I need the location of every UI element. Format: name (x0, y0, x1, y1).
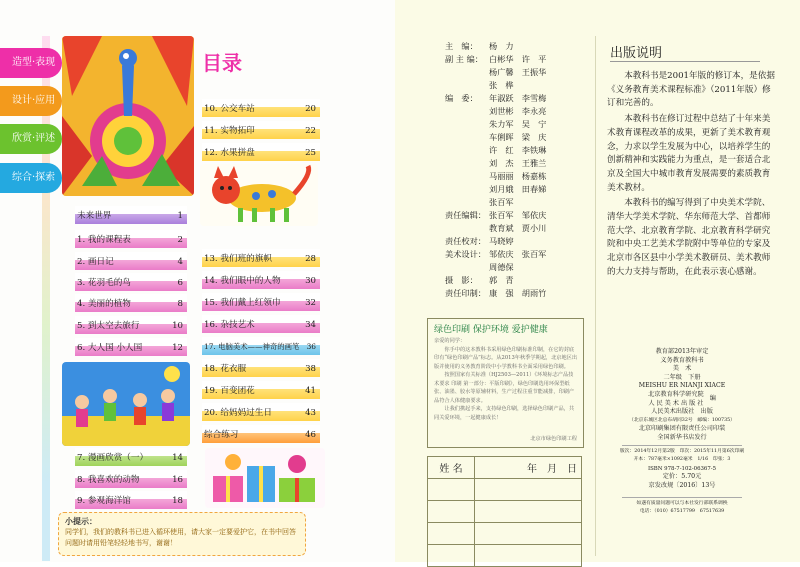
intro-paragraph: 本教科书在修订过程中总结了十年来美术教育课程改革的成果，更新了美术教育观念，力求以学生发展为中心，以培养学生的创新精神和实践能力为重点，是一套适合北京及全国大中城市教育发展需要的素质教育美术教材。 (607, 114, 771, 193)
name-cell[interactable] (428, 501, 475, 523)
pub-editor2: 人 民 美 术 出 版 社 (648, 399, 704, 407)
pub-edit-label: 编 (709, 395, 716, 403)
credit-role: 主 编： (445, 41, 478, 51)
toc-item-19[interactable]: 19. 百变团花 41 (202, 381, 320, 399)
side-tab-2: 设计·应用 (0, 86, 62, 116)
month-label: 月 (547, 464, 557, 475)
blank-cell[interactable] (475, 479, 582, 501)
name-cell[interactable] (428, 523, 475, 545)
date-cell[interactable] (475, 457, 582, 479)
toc-item-14[interactable]: 14. 我们眼中的人物 30 (202, 271, 320, 289)
credit-role: 副 主 编： (445, 54, 483, 64)
toc-item-20[interactable]: 20. 给妈妈过生日 43 (202, 403, 320, 421)
toc-item-4[interactable]: 4. 美丽的植物 8 (75, 294, 187, 312)
pub-complaint: 如遇有质量问题可以与本社发行部联系调换 (636, 500, 728, 506)
pub-editor1: 北京教育科学研究院 (648, 390, 704, 398)
side-tab-3: 欣赏·评述 (0, 124, 62, 154)
pub-price: 定价：5.70元 (662, 473, 702, 481)
pub-grade: 二年级 下册 (663, 373, 701, 381)
pub-rule (622, 497, 742, 498)
toc-item-12[interactable]: 12. 水果拼盘 25 (202, 143, 320, 161)
pub-publisher: 人民美术出版社 出版 (651, 408, 713, 416)
toc-item-10[interactable]: 10. 公交车站 20 (202, 99, 320, 117)
pub-approval: 教育部2013年审定 (655, 348, 709, 355)
pub-distributor: 全国新华书店发行 (657, 433, 707, 441)
green-print-text: 亲爱的同学： 你手中的这本教科书采用绿色印刷标准印制，在它的封底印有“绿色印刷产品”标志。从2013年秋季学期起，北京地区出版并使用的义务教育阶段中小学教科书全面采用绿色印刷。 按照国家有关标准（HJ2503—2011）《环境标志产品技术要求 印刷 第一部分：平版印刷》，绿色印刷选用环保型纸张、油墨、胶水等原辅材料，生产过程注重节能减排，印刷产品符合人体健康要求。 让我们携起手来，支持绿色印刷，选择绿色印刷产品，共同关爱环境，一起健康成长！ (434, 338, 578, 421)
toc-item-8[interactable]: 8. 我喜欢的动物 16 (75, 470, 187, 488)
credit-role: 美术设计： (445, 249, 486, 259)
tip-title: 小提示： (65, 516, 97, 526)
credit-names: 郭 青 (489, 275, 514, 285)
toc-item-16[interactable]: 16. 杂技艺术 34 (202, 315, 320, 333)
credit-role: 摄 影： (445, 275, 478, 285)
bird-painting (62, 36, 194, 196)
pub-rule (622, 445, 742, 446)
tip-box (58, 512, 306, 556)
credit-role: 编 委： (445, 93, 478, 103)
toc-item-6[interactable]: 6. 大人国 小人国 12 (75, 338, 187, 356)
pub-subject: 美 术 (672, 365, 692, 373)
pub-phone: 电话：（010）67517799 67517639 (639, 509, 725, 515)
toc-item-7[interactable]: 7. 漫画欣赏（一） 14 (75, 448, 187, 466)
toc-item-17[interactable]: 17. 电脑美术——神奇的画笔 36 (202, 337, 320, 355)
pub-printer: 北京印刷集团有限责任公司印装 (638, 425, 726, 433)
pub-edition: 版次：2014年12月第2版 印次：2015年11月第6次印刷 (619, 448, 745, 454)
blank-cell[interactable] (475, 501, 582, 523)
gifts-photo (205, 448, 325, 508)
toc-item-11[interactable]: 11. 实物拓印 22 (202, 121, 320, 139)
credit-names: 年淑跃 李雪梅 刘世彬 李永亮 朱力军 吴 宁 车俐晖 梁 庆 许 红 李铁琳 刘 杰 王雅兰 马丽丽 杨嘉栋 刘月娥 田春娣 张百军 (489, 93, 547, 207)
name-label: 姓 名 (428, 457, 475, 479)
credit-role: 责任编辑： (445, 210, 486, 220)
intro-rule (610, 61, 760, 62)
cat-painting (200, 164, 318, 226)
credits-block (445, 40, 546, 300)
pub-format: 开本：787毫米×1092毫米 1/16 印张：3 (633, 457, 731, 463)
blank-cell[interactable] (475, 523, 582, 545)
intro-paragraph: 本教科书是2001年版的修订本，是依据《义务教育美术课程标准》（2011年版）修订和完善的。 (607, 71, 775, 109)
pub-series: 义务教育教科书 (660, 356, 704, 364)
pub-license: 京发改规〔2016〕13号 (648, 481, 716, 489)
credit-names: 张百军 邹依庆 教育斌 贾小川 (489, 210, 547, 233)
credit-names: 邹依庆 张百军 周德保 (489, 249, 547, 272)
day-label: 日 (567, 464, 577, 475)
green-print-box (427, 318, 584, 448)
credit-names: 马晓婷 (489, 236, 514, 246)
intro-title: 出版说明 (610, 46, 663, 61)
intro-paragraph: 本教科书的编写得到了中央美术学院、清华大学美术学院、华东师范大学、首都师范大学、北京教育学院、北京教育科学研究院和中央工艺美术学院附中等单位的专家及北京市各区县中小学美术教研员、美术教师的大力支持与帮助，在此表示衷心感谢。 (607, 198, 771, 277)
green-print-sign: 北京市绿色印刷工程 (530, 435, 577, 442)
green-print-title: 绿色印刷 保护环境 爱护健康 (434, 325, 548, 335)
left-page (0, 0, 395, 562)
toc-item-3[interactable]: 3. 花羽毛的鸟 6 (75, 273, 187, 291)
toc-item-future[interactable]: 未来世界 1 (75, 206, 187, 224)
toc-item-13[interactable]: 13. 我们班的旗帜 28 (202, 249, 320, 267)
toc-item-18[interactable]: 18. 花衣服 38 (202, 359, 320, 377)
side-tab-1: 造型·表现 (0, 48, 62, 78)
toc-item-practice[interactable]: 综合练习 46 (202, 425, 320, 443)
credit-names: 康 强 胡雨竹 (489, 288, 547, 298)
toc-title: 目录 (202, 51, 242, 75)
kids-painting (62, 362, 190, 446)
right-page (395, 0, 800, 562)
column-divider (595, 36, 596, 556)
credit-role: 责任印制： (445, 288, 486, 298)
pub-isbn: ISBN 978-7-102-06367-5 (647, 465, 717, 472)
name-table (427, 456, 582, 567)
credit-role: 责任校对： (445, 236, 486, 246)
toc-item-9[interactable]: 9. 参观海洋馆 18 (75, 491, 187, 509)
toc-item-5[interactable]: 5. 到太空去旅行 10 (75, 316, 187, 334)
pub-info (607, 348, 757, 517)
toc-item-2[interactable]: 2. 画日记 4 (75, 252, 187, 270)
name-cell[interactable] (428, 545, 475, 567)
pub-pinyin: MEISHU ER NIANJI XIACE (638, 382, 726, 390)
name-cell[interactable] (428, 479, 475, 501)
toc-item-1[interactable]: 1. 我的课程表 2 (75, 230, 187, 248)
pub-address: （北京东城区北总布胡同32号 邮编：100735） (629, 417, 735, 423)
toc-item-15[interactable]: 15. 我们戴上红领巾 32 (202, 293, 320, 311)
intro-text (607, 70, 777, 282)
tip-text: 同学们，我们的教科书已进入循环使用，请大家一定要爱护它，在书中回答问题时请用铅笔轻轻地书写，谢谢！ (65, 528, 296, 547)
credit-names: 杨 力 (489, 41, 514, 51)
blank-cell[interactable] (475, 545, 582, 567)
side-tab-4: 综合·探索 (0, 163, 62, 193)
year-label: 年 (527, 464, 537, 475)
credit-names: 白彬华 许 平 杨广馨 王振华 张 桦 (489, 54, 547, 90)
